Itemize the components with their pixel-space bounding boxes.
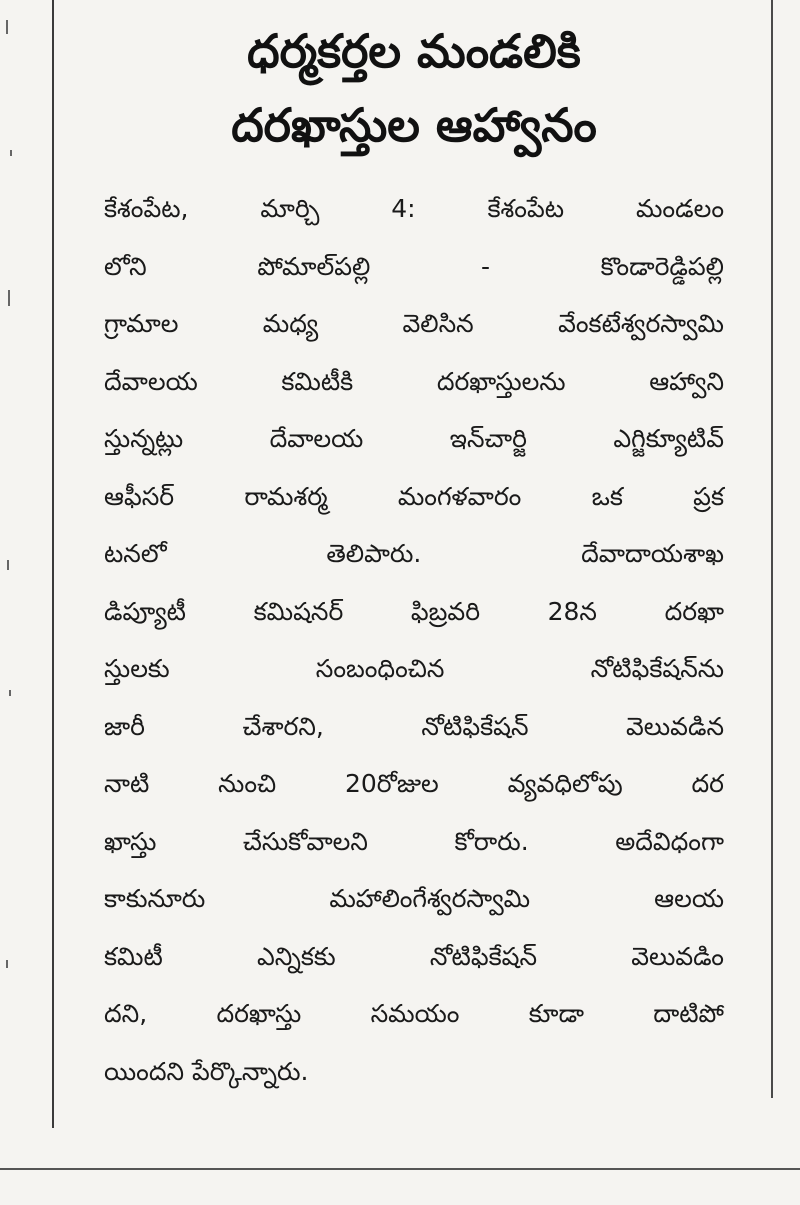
body-line: ఖాస్తు చేసుకోవాలని కోరారు. అదేవిధంగా [104, 826, 724, 856]
body-line: స్తున్నట్లు దేవాలయ ఇన్‌చార్జి ఎగ్జిక్యూటివ్ [104, 424, 724, 453]
body-line: ఆఫీసర్ రామశర్మ మంగళవారం ఒక ప్రక [104, 481, 724, 511]
article-body [104, 180, 724, 1100]
headline-line: ధర్మకర్తల మండలికి [247, 24, 581, 78]
body-line: స్తులకు సంబంధించిన నోటిఫికేషన్‌ను [104, 654, 724, 683]
body-line: జారీ చేశారని, నోటిఫికేషన్ వెలువడిన [104, 711, 724, 741]
right-column-rule [771, 0, 773, 1098]
body-line: టనలో తెలిపారు. దేవాదాయశాఖ [104, 539, 724, 568]
body-line: కమిటీ ఎన్నికకు నోటిఫికేషన్ వెలువడిం [104, 941, 724, 971]
bottom-page-rule [0, 1168, 800, 1170]
body-line: డిప్యూటీ కమిషనర్ ఫిబ్రవరి 28న దరఖా [104, 596, 724, 626]
body-line: కేశంపేట, మార్చి 4: కేశంపేట మండలం [104, 194, 724, 223]
body-line: దని, దరఖాస్తు సమయం కూడా దాటిపో [104, 999, 724, 1028]
headline-line: దరఖాస్తుల ఆహ్వానం [231, 98, 597, 152]
body-line: కాకునూరు మహాలింగేశ్వరస్వామి ఆలయ [104, 884, 724, 913]
news-article [104, 14, 724, 1100]
body-line: గ్రామాల మధ్య వెలిసిన వేంకటేశ్వరస్వామి [104, 309, 724, 338]
headline [104, 14, 724, 162]
body-line: నాటి నుంచి 20రోజుల వ్యవధిలోపు దర [104, 769, 724, 798]
body-line: యిందని పేర్కొన్నారు. [104, 1056, 309, 1086]
body-line: దేవాలయ కమిటీకి దరఖాస్తులను ఆహ్వాని [104, 366, 724, 396]
body-line: లోని పోమాల్‌పల్లి - కొండారెడ్డిపల్లి [104, 251, 724, 281]
left-column-rule [52, 0, 54, 1128]
